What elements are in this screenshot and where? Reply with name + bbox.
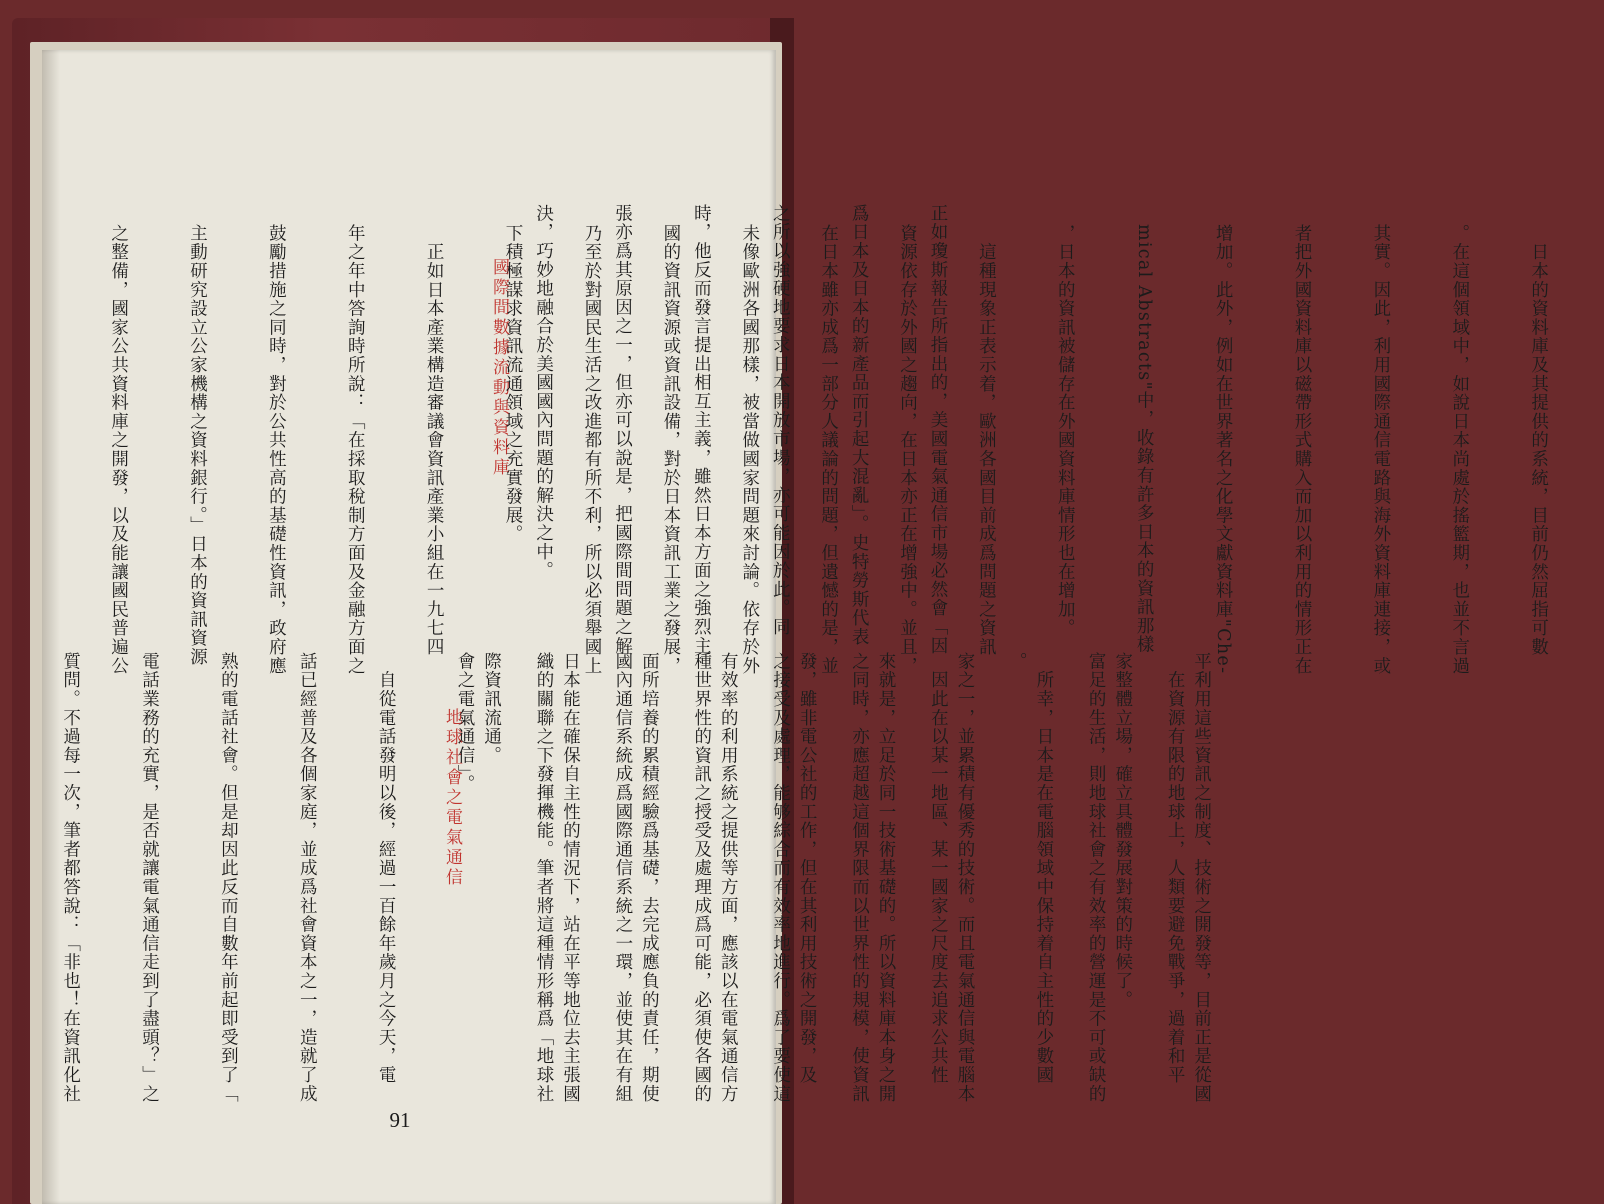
- upper-column-2: [79, 224, 1604, 675]
- text-line: 因此在以某一地區、某一國家之尺度去追求公共性: [928, 652, 949, 1085]
- text-line: 年之年中答詢時所說：「在採取稅制方面及金融方面之: [345, 224, 366, 676]
- text-line: 家整體立場，確立具體發展對策的時候了。: [1112, 652, 1133, 1010]
- text-line: 這種現象正表示着，歐洲各國目前成爲問題之資訊: [976, 224, 997, 657]
- text-line: ，日本的資訊被儲存在外國資料庫情形也在增加。: [1055, 224, 1076, 638]
- text-line: 時，他反而發言提出相互主義，雖然日本方面之強烈主: [691, 204, 712, 656]
- text-line: 增加。此外，例如在世界著名之化學文獻資料庫"Che-: [1213, 224, 1234, 675]
- text-line: 其實。因此，利用國際通信電路與海外資料庫連接，或: [1370, 224, 1391, 676]
- text-line: 乃至於對國民生活之改進都有所不利，所以必須舉國上: [581, 224, 602, 676]
- text-line: 國的資訊資源或資訊設備，對於日本資訊工業之發展，: [660, 224, 681, 676]
- text-line: 爲日本及日本的新產品而引起大混亂」。史特勞斯代表: [849, 204, 870, 647]
- text-line: 自從電話發明以後，經過一百餘年歲月之今天，電: [376, 652, 397, 1085]
- text-line: 熟的電話社會。但是却因此反而自數年前起即受到了「: [218, 652, 239, 1104]
- text-line: 主動研究設立公家機構之資料銀行。」日本的資訊資源: [187, 224, 208, 667]
- text-line: 所幸，日本是在電腦領域中保持着自主性的少數國: [1033, 652, 1054, 1085]
- text-line: 在日本雖亦成爲一部分人議論的問題，但遺憾的是，並: [818, 224, 839, 676]
- text-line: 話已經普及各個家庭，並成爲社會資本之一，造就了成: [297, 652, 318, 1104]
- text-line: 種世界性的資訊之授受及處理成爲可能，必須使各國的: [691, 652, 712, 1104]
- text-line: 。: [1007, 652, 1028, 671]
- text-line: 織的關聯之下發揮機能。筆者將這種情形稱爲「地球社: [533, 652, 554, 1104]
- text-line: 面所培養的累積經驗爲基礎，去完成應負的責任，期使: [639, 652, 660, 1104]
- text-line: 資源依存於外國之趨向，在日本亦正在增強中。並且，: [897, 224, 918, 676]
- text-line: 來就是，立足於同一技術基礎的。所以資料庫本身之開: [876, 652, 897, 1104]
- text-line: 際資訊流通。: [481, 652, 502, 765]
- text-line: 決，巧妙地融合於美國國內問題的解決之中。: [533, 204, 554, 580]
- text-line: 之接受及處理，能够綜合而有效率地進行。爲了要使這: [770, 652, 791, 1104]
- text-line: 正如瓊斯報告所指出的，美國電氣通信市場必然會「因: [928, 204, 949, 656]
- text-line: 在資源有限的地球上，人類要避免戰爭，過着和平: [1165, 652, 1186, 1085]
- text-line: 未像歐洲各國那樣，被當做國家問題來討論。依存於外: [739, 224, 760, 676]
- text-line: 。在這個領域中，如說日本尚處於搖籃期，也並不言過: [1449, 224, 1470, 676]
- text-line: 者把外國資料庫以磁帶形式購入而加以利用的情形正在: [1291, 224, 1312, 676]
- text-line: 家之一，並累積有優秀的技術。而且電氣通信與電腦本: [954, 652, 975, 1104]
- text-line: mical Abstracts"中，收錄有許多日本的資訊那樣: [1134, 224, 1155, 655]
- text-line: 會之電氣通信」。: [455, 652, 476, 794]
- text-line: 有效率的利用系統之提供等方面，應該以在電氣通信方: [718, 652, 739, 1104]
- section-heading-global-telecom: 地球社會之電氣通信: [442, 708, 462, 888]
- text-line: 之整備，國家公共資料庫之開發，以及能讓國民普遍公: [108, 224, 129, 676]
- text-line: 國內通信系統成爲國際通信系統之一環，並使其在有組: [612, 652, 633, 1104]
- text-line: 富足的生活，則地球社會之有效率的營運是不可或缺的: [1086, 652, 1107, 1104]
- text-line: 日本的資料庫及其提供的系統，目前仍然屈指可數: [1528, 224, 1549, 657]
- text-line: 質問。不過每一次，筆者都答說：「非也！在資訊化社: [60, 652, 81, 1104]
- text-line: 平利用這些資訊之制度、技術之開發等，目前正是從國: [1191, 652, 1212, 1104]
- text-line: 下積極謀求資訊流通領域之充實發展。: [503, 224, 524, 544]
- text-line: 日本能在確保自主性的情況下，站在平等地位去主張國: [560, 652, 581, 1104]
- text-line: 發，雖非電公社的工作，但在其利用技術之開發，及: [797, 652, 818, 1085]
- text-line: 張亦爲其原因之一，但亦可以說是，把國際間問題之解: [612, 204, 633, 656]
- text-line: 電話業務的充實，是否就讓電氣通信走到了盡頭？」之: [139, 652, 160, 1104]
- page-number: 91: [389, 1108, 411, 1132]
- text-line: 鼓勵措施之同時，對於公共性高的基礎性資訊，政府應: [266, 224, 287, 676]
- section-heading-intl-data: 國際間數據流動與資料庫: [489, 258, 509, 478]
- text-line: 正如日本產業構造審議會資訊產業小組在一九七四: [424, 224, 445, 657]
- lower-column-2: [31, 652, 1241, 1103]
- text-line: 之所以強硬地要求日本開放市場，亦可能因於此。同: [770, 204, 791, 637]
- text-line: 之同時，亦應超越這個界限而以世界性的規模，使資訊: [849, 652, 870, 1104]
